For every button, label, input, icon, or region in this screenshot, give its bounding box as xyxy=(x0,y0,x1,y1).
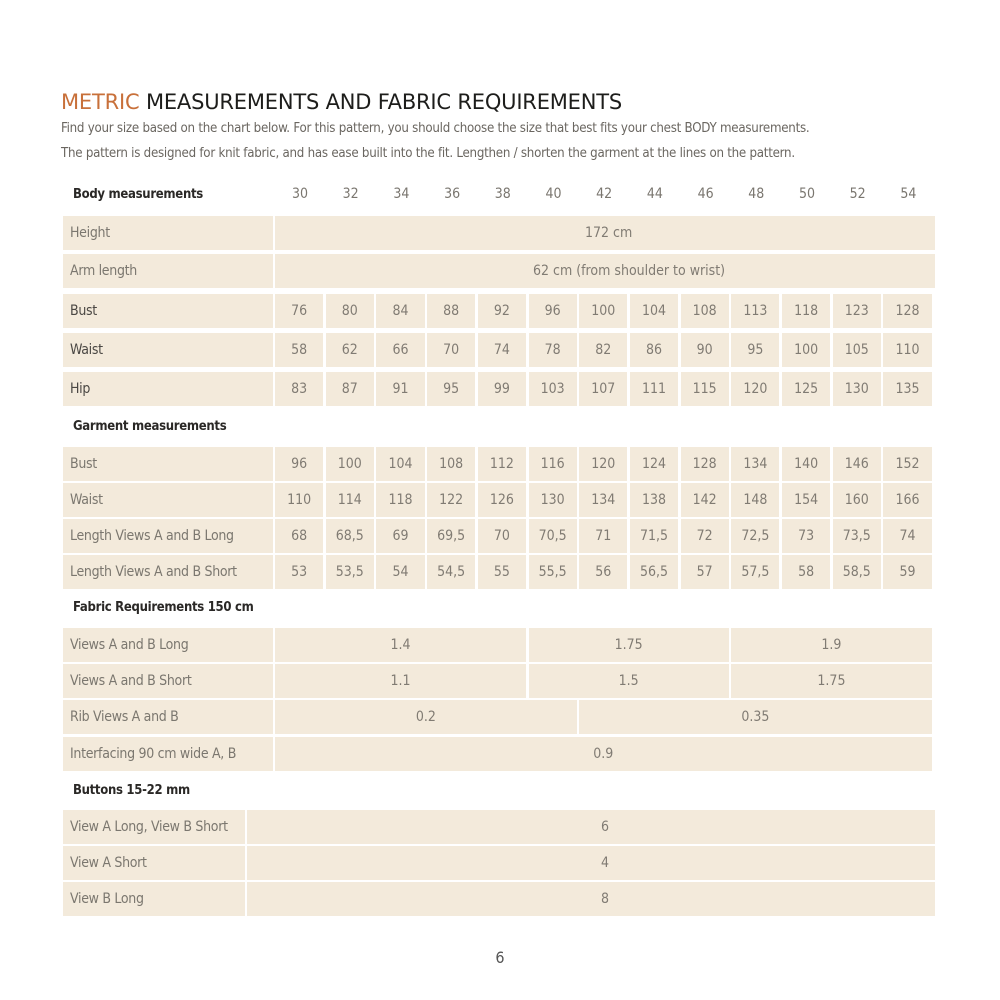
buttons-heading: Buttons 15-22 mm xyxy=(73,783,190,798)
body-value-cell: 82 xyxy=(579,333,627,367)
garment-value-cell: 152 xyxy=(883,447,931,481)
body-value-cell: 83 xyxy=(275,372,323,406)
body-value-cell: 100 xyxy=(579,294,627,328)
garment-value-cell: 54 xyxy=(376,555,424,589)
body-value-cell: 115 xyxy=(681,372,729,406)
garment-measurements-heading: Garment measurements xyxy=(73,419,227,434)
garment-value-cell: 74 xyxy=(883,519,931,553)
garment-value-cell: 112 xyxy=(478,447,526,481)
buttons-value-cell: 4 xyxy=(247,846,935,880)
size-header-34: 34 xyxy=(393,186,410,202)
body-value-cell: 125 xyxy=(782,372,830,406)
garment-value-cell: 148 xyxy=(731,483,779,517)
buttons-row-label: View A Short xyxy=(63,846,245,880)
body-value-cell: 110 xyxy=(883,333,931,367)
garment-value-cell: 96 xyxy=(275,447,323,481)
fabric-value-cell: 1.75 xyxy=(529,628,729,662)
intro-line-2: The pattern is designed for knit fabric, and has ease built into the fit. Lengthen / shorten the garment at the lines on the pattern. xyxy=(61,146,795,161)
garment-value-cell: 110 xyxy=(275,483,323,517)
garment-value-cell: 140 xyxy=(782,447,830,481)
size-header-40: 40 xyxy=(545,186,562,202)
body-row-label: Bust xyxy=(63,294,273,328)
garment-row-label: Length Views A and B Long xyxy=(63,519,273,553)
garment-value-cell: 142 xyxy=(681,483,729,517)
body-value-cell: 130 xyxy=(833,372,881,406)
fabric-requirements-heading: Fabric Requirements 150 cm xyxy=(73,600,254,615)
garment-value-cell: 58 xyxy=(782,555,830,589)
body-value-cell: 80 xyxy=(326,294,374,328)
body-value-cell: 128 xyxy=(883,294,931,328)
body-value-cell: 105 xyxy=(833,333,881,367)
garment-value-cell: 69 xyxy=(376,519,424,553)
body-value-cell: 70 xyxy=(427,333,475,367)
body-value-cell: 86 xyxy=(630,333,678,367)
body-value-cell: 66 xyxy=(376,333,424,367)
size-header-36: 36 xyxy=(444,186,461,202)
body-value-cell: 107 xyxy=(579,372,627,406)
garment-value-cell: 100 xyxy=(326,447,374,481)
body-value-cell: 118 xyxy=(782,294,830,328)
size-header-46: 46 xyxy=(697,186,714,202)
body-value-cell: 78 xyxy=(529,333,577,367)
garment-row-label: Bust xyxy=(63,447,273,481)
garment-value-cell: 72 xyxy=(681,519,729,553)
garment-value-cell: 116 xyxy=(529,447,577,481)
garment-value-cell: 70 xyxy=(478,519,526,553)
size-header-44: 44 xyxy=(646,186,663,202)
garment-value-cell: 146 xyxy=(833,447,881,481)
body-value-cell: 111 xyxy=(630,372,678,406)
body-value-cell: 113 xyxy=(731,294,779,328)
size-header-54: 54 xyxy=(900,186,917,202)
body-measurements-heading: Body measurements xyxy=(73,187,203,202)
garment-value-cell: 166 xyxy=(883,483,931,517)
garment-value-cell: 71,5 xyxy=(630,519,678,553)
body-value-cell: 95 xyxy=(731,333,779,367)
fabric-value-cell: 1.9 xyxy=(731,628,931,662)
title-rest: MEASUREMENTS AND FABRIC REQUIREMENTS xyxy=(139,90,623,114)
garment-value-cell: 134 xyxy=(579,483,627,517)
size-header-50: 50 xyxy=(798,186,816,202)
garment-value-cell: 108 xyxy=(427,447,475,481)
fabric-value-cell: 1.5 xyxy=(529,664,729,698)
garment-value-cell: 73,5 xyxy=(833,519,881,553)
garment-value-cell: 56 xyxy=(579,555,627,589)
body-value-cell: 88 xyxy=(427,294,475,328)
garment-value-cell: 134 xyxy=(731,447,779,481)
garment-value-cell: 57 xyxy=(681,555,729,589)
page-title xyxy=(61,90,622,114)
body-value-cell: 84 xyxy=(376,294,424,328)
body-value-cell: 58 xyxy=(275,333,323,367)
garment-row-label: Length Views A and B Short xyxy=(63,555,273,589)
fabric-row-label: Rib Views A and B xyxy=(63,700,273,734)
garment-value-cell: 70,5 xyxy=(529,519,577,553)
size-header-38: 38 xyxy=(494,186,511,202)
fabric-value-cell: 1.1 xyxy=(275,664,526,698)
garment-value-cell: 114 xyxy=(326,483,374,517)
garment-value-cell: 73 xyxy=(782,519,830,553)
garment-row-label: Waist xyxy=(63,483,273,517)
size-header-48: 48 xyxy=(748,186,765,202)
body-value-cell: 90 xyxy=(681,333,729,367)
garment-value-cell: 72,5 xyxy=(731,519,779,553)
buttons-value-cell: 6 xyxy=(247,810,935,844)
body-value-cell: 108 xyxy=(681,294,729,328)
body-value-cell: 62 xyxy=(326,333,374,367)
garment-value-cell: 58,5 xyxy=(833,555,881,589)
garment-value-cell: 122 xyxy=(427,483,475,517)
size-header-42: 42 xyxy=(596,186,613,202)
size-header-32: 32 xyxy=(342,186,359,202)
body-value-cell: 96 xyxy=(529,294,577,328)
fabric-row-label: Views A and B Short xyxy=(63,664,273,698)
body-value-cell: 100 xyxy=(782,333,830,367)
garment-value-cell: 126 xyxy=(478,483,526,517)
body-value-cell: 95 xyxy=(427,372,475,406)
height-value: 172 cm xyxy=(275,216,935,250)
garment-value-cell: 55,5 xyxy=(529,555,577,589)
body-value-cell: 104 xyxy=(630,294,678,328)
fabric-row-label: Interfacing 90 cm wide A, B xyxy=(63,737,273,771)
body-value-cell: 123 xyxy=(833,294,881,328)
garment-value-cell: 57,5 xyxy=(731,555,779,589)
fabric-row-label: Views A and B Long xyxy=(63,628,273,662)
fabric-value-cell: 1.75 xyxy=(731,664,931,698)
arm-length-value: 62 cm (from shoulder to wrist) xyxy=(275,254,935,288)
garment-value-cell: 56,5 xyxy=(630,555,678,589)
fabric-value-cell: 0.9 xyxy=(275,737,932,771)
body-value-cell: 87 xyxy=(326,372,374,406)
garment-value-cell: 69,5 xyxy=(427,519,475,553)
body-value-cell: 120 xyxy=(731,372,779,406)
garment-value-cell: 68 xyxy=(275,519,323,553)
body-value-cell: 99 xyxy=(478,372,526,406)
garment-value-cell: 54,5 xyxy=(427,555,475,589)
body-value-cell: 76 xyxy=(275,294,323,328)
body-value-cell: 92 xyxy=(478,294,526,328)
buttons-row-label: View A Long, View B Short xyxy=(63,810,245,844)
garment-value-cell: 128 xyxy=(681,447,729,481)
intro-line-1: Find your size based on the chart below. For this pattern, you should choose the size that best fits your chest BODY measurements. xyxy=(61,121,810,136)
title-accent: METRIC xyxy=(61,90,140,114)
body-value-cell: 91 xyxy=(376,372,424,406)
body-value-cell: 74 xyxy=(478,333,526,367)
garment-value-cell: 53 xyxy=(275,555,323,589)
garment-value-cell: 154 xyxy=(782,483,830,517)
garment-value-cell: 124 xyxy=(630,447,678,481)
garment-value-cell: 104 xyxy=(376,447,424,481)
garment-value-cell: 68,5 xyxy=(326,519,374,553)
garment-value-cell: 120 xyxy=(579,447,627,481)
body-value-cell: 103 xyxy=(529,372,577,406)
fabric-value-cell: 1.4 xyxy=(275,628,526,662)
garment-value-cell: 130 xyxy=(529,483,577,517)
size-header-52: 52 xyxy=(849,186,866,202)
fabric-value-cell: 0.35 xyxy=(579,700,931,734)
height-label: Height xyxy=(63,216,273,250)
arm-length-label: Arm length xyxy=(63,254,273,288)
garment-value-cell: 138 xyxy=(630,483,678,517)
garment-value-cell: 160 xyxy=(833,483,881,517)
buttons-value-cell: 8 xyxy=(247,882,935,916)
garment-value-cell: 118 xyxy=(376,483,424,517)
buttons-row-label: View B Long xyxy=(63,882,245,916)
garment-value-cell: 53,5 xyxy=(326,555,374,589)
body-row-label: Hip xyxy=(63,372,273,406)
body-value-cell: 135 xyxy=(883,372,931,406)
page-number: 6 xyxy=(495,948,505,967)
garment-value-cell: 71 xyxy=(579,519,627,553)
size-header-30: 30 xyxy=(291,186,309,202)
body-row-label: Waist xyxy=(63,333,273,367)
garment-value-cell: 59 xyxy=(883,555,931,589)
fabric-value-cell: 0.2 xyxy=(275,700,577,734)
garment-value-cell: 55 xyxy=(478,555,526,589)
